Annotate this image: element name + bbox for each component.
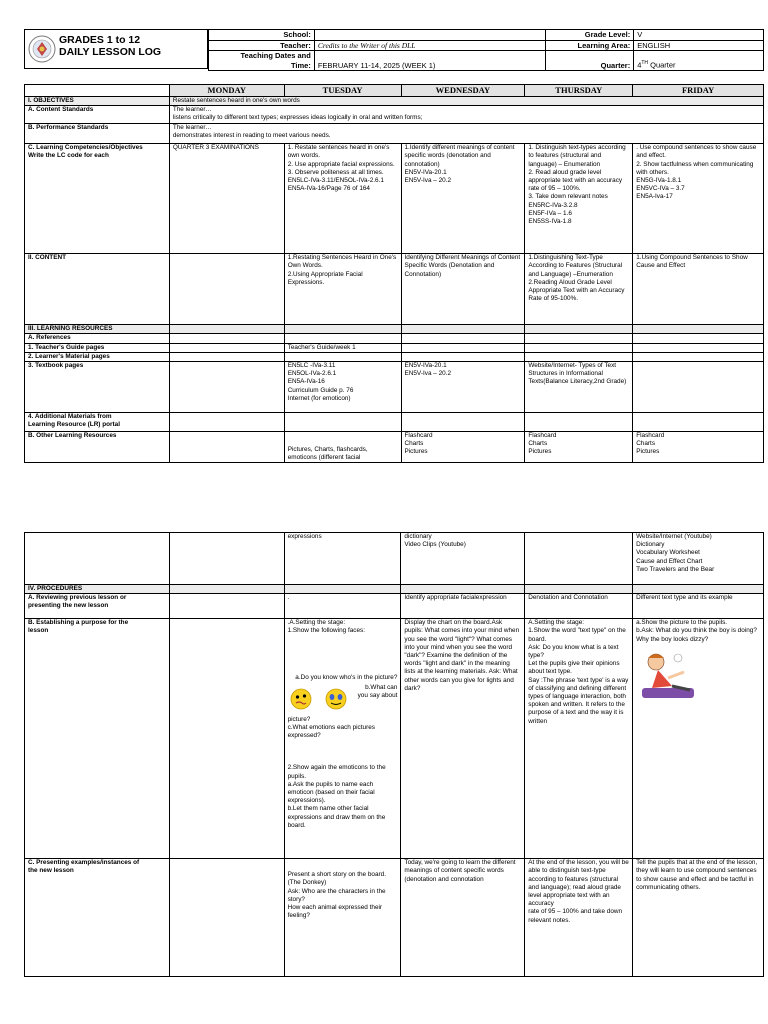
purpose-tuesday-intro: .A.Setting the stage: 1.Show the following faces: xyxy=(287,619,366,635)
resources-continued-tuesday: expressions xyxy=(284,533,401,585)
establishing-purpose-row xyxy=(25,619,764,859)
content-wednesday: Identifying Different Meanings of Content Specific Words (Denotation and Connotation) xyxy=(401,254,525,325)
learners-material-row xyxy=(25,352,764,361)
establishing-purpose-tuesday xyxy=(284,619,401,859)
content-friday: 1.Using Compound Sentences to Show Cause and Effect xyxy=(633,254,764,325)
other-resources-row xyxy=(25,432,764,463)
reviewing-friday: Different text type and its example xyxy=(633,594,764,619)
header-info-table xyxy=(208,29,764,71)
title-line-1: GRADES 1 to 12 xyxy=(59,34,141,46)
other-resources-wednesday: Flashcard Charts Pictures xyxy=(401,432,525,463)
day-header-thursday: THURSDAY xyxy=(525,85,633,97)
objectives-label: I. OBJECTIVES xyxy=(25,97,170,106)
content-row xyxy=(25,254,764,325)
deped-seal-icon xyxy=(28,34,56,64)
day-header-wednesday: WEDNESDAY xyxy=(401,85,525,97)
objectives-row xyxy=(25,97,764,106)
school-label: School: xyxy=(209,30,315,41)
presenting-examples-label: C. Presenting examples/instances of the new lesson xyxy=(25,859,170,977)
reviewing-label: A. Reviewing previous lesson or presenting the new lesson xyxy=(25,594,170,619)
other-resources-friday: Flashcard Charts Pictures xyxy=(633,432,764,463)
references-row xyxy=(25,334,764,343)
quarter-value xyxy=(634,51,764,71)
lesson-log-table-page-1 xyxy=(24,84,764,463)
competencies-label: C. Learning Competencies/Objectives Write the LC code for each xyxy=(25,144,170,254)
establishing-purpose-thursday: A.Setting the stage: 1.Show the word "text type" on the board. Ask: Do you know what is a text type? Let the pupils give their opinions about text type. Say :The phrase 'text type' is a way of classifying and defining different types of language interaction, both spoken and written. It refers to the purpose of a text and the way it is written xyxy=(525,619,633,859)
presenting-examples-thursday: At the end of the lesson, you will be able to distinguish text-type according to features (structural and language); read aloud grade level appropriate text with an accuracy rate of 95 – 100% and take down relevant notes. xyxy=(525,859,633,977)
presenting-examples-wednesday: Today, we're going to learn the different meanings of content specific words (denotation and connotation xyxy=(401,859,525,977)
happy-emoticon-icon xyxy=(324,688,348,710)
competencies-row xyxy=(25,144,764,254)
purpose-tuesday-question-c: picture? c.What emotions each pictures expressed? xyxy=(287,715,375,740)
day-header-monday: MONDAY xyxy=(169,85,284,97)
teacher-value: Credits to the Writer of this DLL xyxy=(314,40,546,51)
day-header-row xyxy=(25,85,764,97)
dates-label-line-1: Teaching Dates and xyxy=(240,51,311,60)
presenting-examples-friday: Tell the pupils that at the end of the lesson, they will learn to use compound sentences to show cause and effect and be tactful in communicating others. xyxy=(633,859,764,977)
quarter-number: 4 xyxy=(637,60,642,70)
establishing-purpose-wednesday: Display the chart on the board.Ask pupils: What comes into your mind when you see the word "light"? What comes into your mind when you see the word "dark"? Examine the definition of the words "light and dark" in the meaning lists at the learning materials. Ask: What other words can you give for lights and dark? xyxy=(401,619,525,859)
teacher-label: Teacher: xyxy=(209,40,315,51)
learning-area-label: Learning Area: xyxy=(546,40,634,51)
teaching-dates-value xyxy=(314,51,546,71)
textbook-wednesday: EN5V-IVa-20.1 EN5V-Iva – 20.2 xyxy=(401,362,525,413)
learning-area-value: ENGLISH xyxy=(634,40,764,51)
additional-materials-row xyxy=(25,413,764,432)
content-standards-label: A. Content Standards xyxy=(25,106,170,124)
document-title xyxy=(59,34,161,58)
content-thursday: 1.Distinguishing Text-Type According to Features (Structural and Language) –Enumeration 2.Reading Aloud Grade Level Appropriate Text with an Accuracy Rate of 95-100%. xyxy=(525,254,633,325)
school-value xyxy=(314,30,546,41)
textbook-row xyxy=(25,362,764,413)
textbook-label: 3. Textbook pages xyxy=(25,362,170,413)
objectives-value: Restate sentences heard in one's own words xyxy=(169,97,763,106)
procedures-label: IV. PROCEDURES xyxy=(25,585,170,594)
title-block xyxy=(24,29,208,69)
competencies-monday: QUARTER 3 EXAMINATIONS xyxy=(169,144,284,254)
content-standards-value: The learner… listens critically to different text types; expresses ideas logically in oral and written forms; xyxy=(169,106,763,124)
content-tuesday: 1.Restating Sentences Heard in One's Own Words. 2.Using Appropriate Facial Expressions. xyxy=(284,254,401,325)
resources-continued-wednesday: dictionary Video Clips (Youtube) xyxy=(401,533,525,585)
reviewing-wednesday: Identify appropriate facialexpression xyxy=(401,594,525,619)
dates-value-text: FEBRUARY 11-14, 2025 (WEEK 1) xyxy=(317,60,436,70)
teachers-guide-tuesday: Teacher's Guide/week 1 xyxy=(284,343,401,352)
learners-material-label: 2. Learner's Material pages xyxy=(25,352,170,361)
resources-continued-friday: Website/Internet (Youtube) Dictionary Vocabulary Worksheet Cause and Effect Chart Two Travelers and the Bear xyxy=(633,533,764,585)
performance-standards-value: The learner… demonstrates interest in reading to meet various needs. xyxy=(169,124,763,144)
additional-materials-label: 4. Additional Materials from Learning Resource (LR) portal xyxy=(25,413,170,432)
other-resources-thursday: Flashcard Charts Pictures xyxy=(525,432,633,463)
textbook-thursday: Website/Internet- Types of Text Structures in Informational Texts(Balance Literacy,2nd Grade) xyxy=(525,362,633,413)
learning-resources-row xyxy=(25,325,764,334)
competencies-friday: . Use compound sentences to show cause and effect. 2. Show tactfulness when communicating with others. EN5G-IVa-1.8.1 EN5VC-IVa – 3.7 EN5A-Iva-17 xyxy=(633,144,764,254)
purpose-tuesday-step-2: 2.Show again the emoticons to the pupils. a.Ask the pupils to name each emoticon (based on their facial expressions). b.Let them name other facial expressions and draw them on the board. xyxy=(287,764,386,829)
confused-emoticon-icon xyxy=(290,688,312,710)
reviewing-thursday: Denotation and Connotation xyxy=(525,594,633,619)
day-header-friday: FRIDAY xyxy=(633,85,764,97)
purpose-friday-text: a.Show the picture to the pupils. b.Ask: What do you think the boy is doing? Why the boy looks dizzy? xyxy=(636,619,757,643)
reviewing-tuesday: . xyxy=(284,594,401,619)
establishing-purpose-friday xyxy=(633,619,764,859)
competencies-wednesday: 1.Identify different meanings of content specific words (denotation and connotation) EN5V-IVa-20.1 EN5V-Iva – 20.2 xyxy=(401,144,525,254)
establishing-purpose-label: B. Establishing a purpose for the lesson xyxy=(25,619,170,859)
performance-standards-row xyxy=(25,124,764,144)
quarter-label: Quarter: xyxy=(546,51,634,71)
blank-header-cell xyxy=(25,85,170,97)
dizzy-boy-illustration xyxy=(638,648,698,704)
content-label: II. CONTENT xyxy=(25,254,170,325)
reviewing-row xyxy=(25,594,764,619)
grade-level-value: V xyxy=(634,30,764,41)
quarter-superscript: TH xyxy=(641,60,649,66)
learning-resources-label: III. LEARNING RESOURCES xyxy=(25,325,170,334)
competencies-tuesday: 1. Restate sentences heard in one's own words. 2. Use appropriate facial expressions. 3. Observe politeness at all times. EN5LC-IVa-3.11/EN5OL-IVa-2.6.1 EN5A-IVa-16/Page 76 of 164 xyxy=(284,144,401,254)
competencies-thursday: 1. Distinguish text-types according to features (structural and language) – Enumeration 2. Read aloud grade level appropriate text with an accuracy rate of 95 – 100%. 3. Take down relevant notes EN5RC-IVa-3.2.8 EN5F-IVa – 1.6 EN5SS-IVa-1.8 xyxy=(525,144,633,254)
presenting-examples-row xyxy=(25,859,764,977)
purpose-tuesday-question-b: b.What can you say about xyxy=(357,683,398,700)
resources-continued-row xyxy=(25,533,764,585)
textbook-tuesday: EN5LC -IVa-3.11 EN5OL-IVa-2.6.1 EN5A-IVa-16 Curriculum Guide p. 76 Internet (for emoticon) xyxy=(284,362,401,413)
purpose-tuesday-question-a: a.Do you know who's in the picture? xyxy=(295,673,398,681)
content-monday xyxy=(169,254,284,325)
day-header-tuesday: TUESDAY xyxy=(284,85,401,97)
other-resources-tuesday: Pictures, Charts, flashcards, emoticons (different facial xyxy=(284,432,401,463)
other-resources-label: B. Other Learning Resources xyxy=(25,432,170,463)
lesson-log-table-page-2 xyxy=(24,532,764,977)
teaching-dates-label xyxy=(209,51,315,71)
references-label: A. References xyxy=(25,334,170,343)
title-line-2: DAILY LESSON LOG xyxy=(59,46,162,58)
grade-level-label: Grade Level: xyxy=(546,30,634,41)
teachers-guide-label: 1. Teacher's Guide pages xyxy=(25,343,170,352)
quarter-suffix: Quarter xyxy=(648,60,676,70)
procedures-row xyxy=(25,585,764,594)
performance-standards-label: B. Performance Standards xyxy=(25,124,170,144)
dates-label-line-2: Time: xyxy=(290,60,311,70)
presenting-examples-tuesday: Present a short story on the board. (The Donkey) Ask: Who are the characters in the story? How each animal expressed their feeling? xyxy=(284,859,401,977)
content-standards-row xyxy=(25,106,764,124)
teachers-guide-row xyxy=(25,343,764,352)
